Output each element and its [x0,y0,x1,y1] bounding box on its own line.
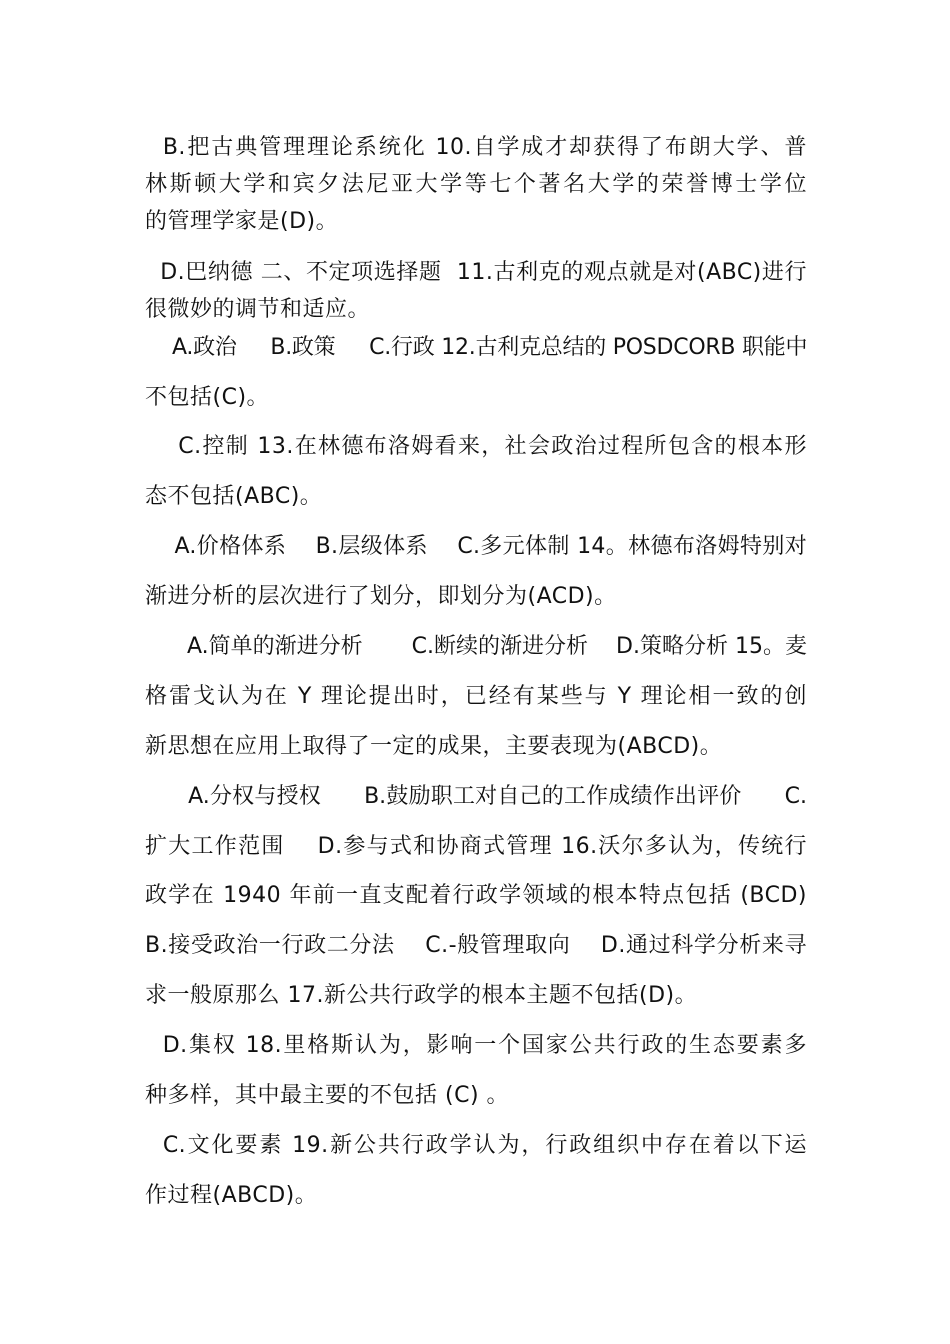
text-line: 态不包括(ABC)。 [145,484,323,509]
text-line: 渐进分析的层次进行了划分，即划分为(ACD)。 [145,584,617,609]
text-line: 新思想在应用上取得了一定的成果，主要表现为(ABCD)。 [145,734,723,759]
text-line: 政学在 1940 年前一直支配着行政学领域的根本特点包括 (BCD) [145,883,807,908]
text-line: 格雷戈认为在 Y 理论提出时，已经有某些与 Y 理论相一致的创 [145,684,807,709]
text-line: 很微妙的调节和适应。 [145,297,371,322]
text-line: 的管理学家是(D)。 [145,209,339,234]
text-line: 求一般原那么 17.新公共行政学的根本主题不包括(D)。 [145,983,698,1008]
text-line: 不包括(C)。 [145,385,270,410]
text-line: D.集权 18.里格斯认为，影响一个国家公共行政的生态要素多 [145,1033,807,1058]
text-line: A.分权与授权 B.鼓励职工对自己的工作成绩作出评价 C. [145,784,807,809]
text-line: A.政治 B.政策 C.行政 12.古利克总结的 POSDCORB 职能中 [145,335,808,360]
text-line: A.简单的渐进分析 C.断续的渐进分析 D.策略分析 15。麦 [145,634,807,659]
text-line: 扩大工作范围 D.参与式和协商式管理 16.沃尔多认为，传统行 [145,834,807,859]
text-line: C.文化要素 19.新公共行政学认为，行政组织中存在着以下运 [145,1133,807,1158]
text-line: A.价格体系 B.层级体系 C.多元体制 14。林德布洛姆特别对 [145,534,807,559]
text-line: C.控制 13.在林德布洛姆看来，社会政治过程所包含的根本形 [145,434,807,459]
text-line: D.巴纳德 二、不定项选择题 11.古利克的观点就是对(ABC)进行 [145,260,807,285]
text-line: B.把古典管理理论系统化 10.自学成才却获得了布朗大学、普 [145,135,807,160]
text-line: 作过程(ABCD)。 [145,1183,318,1208]
text-line: 林斯顿大学和宾夕法尼亚大学等七个著名大学的荣誉博士学位 [145,172,807,197]
text-line: 种多样，其中最主要的不包括 (C) 。 [145,1083,510,1108]
text-line: B.接受政治一行政二分法 C.-般管理取向 D.通过科学分析来寻 [145,933,807,958]
